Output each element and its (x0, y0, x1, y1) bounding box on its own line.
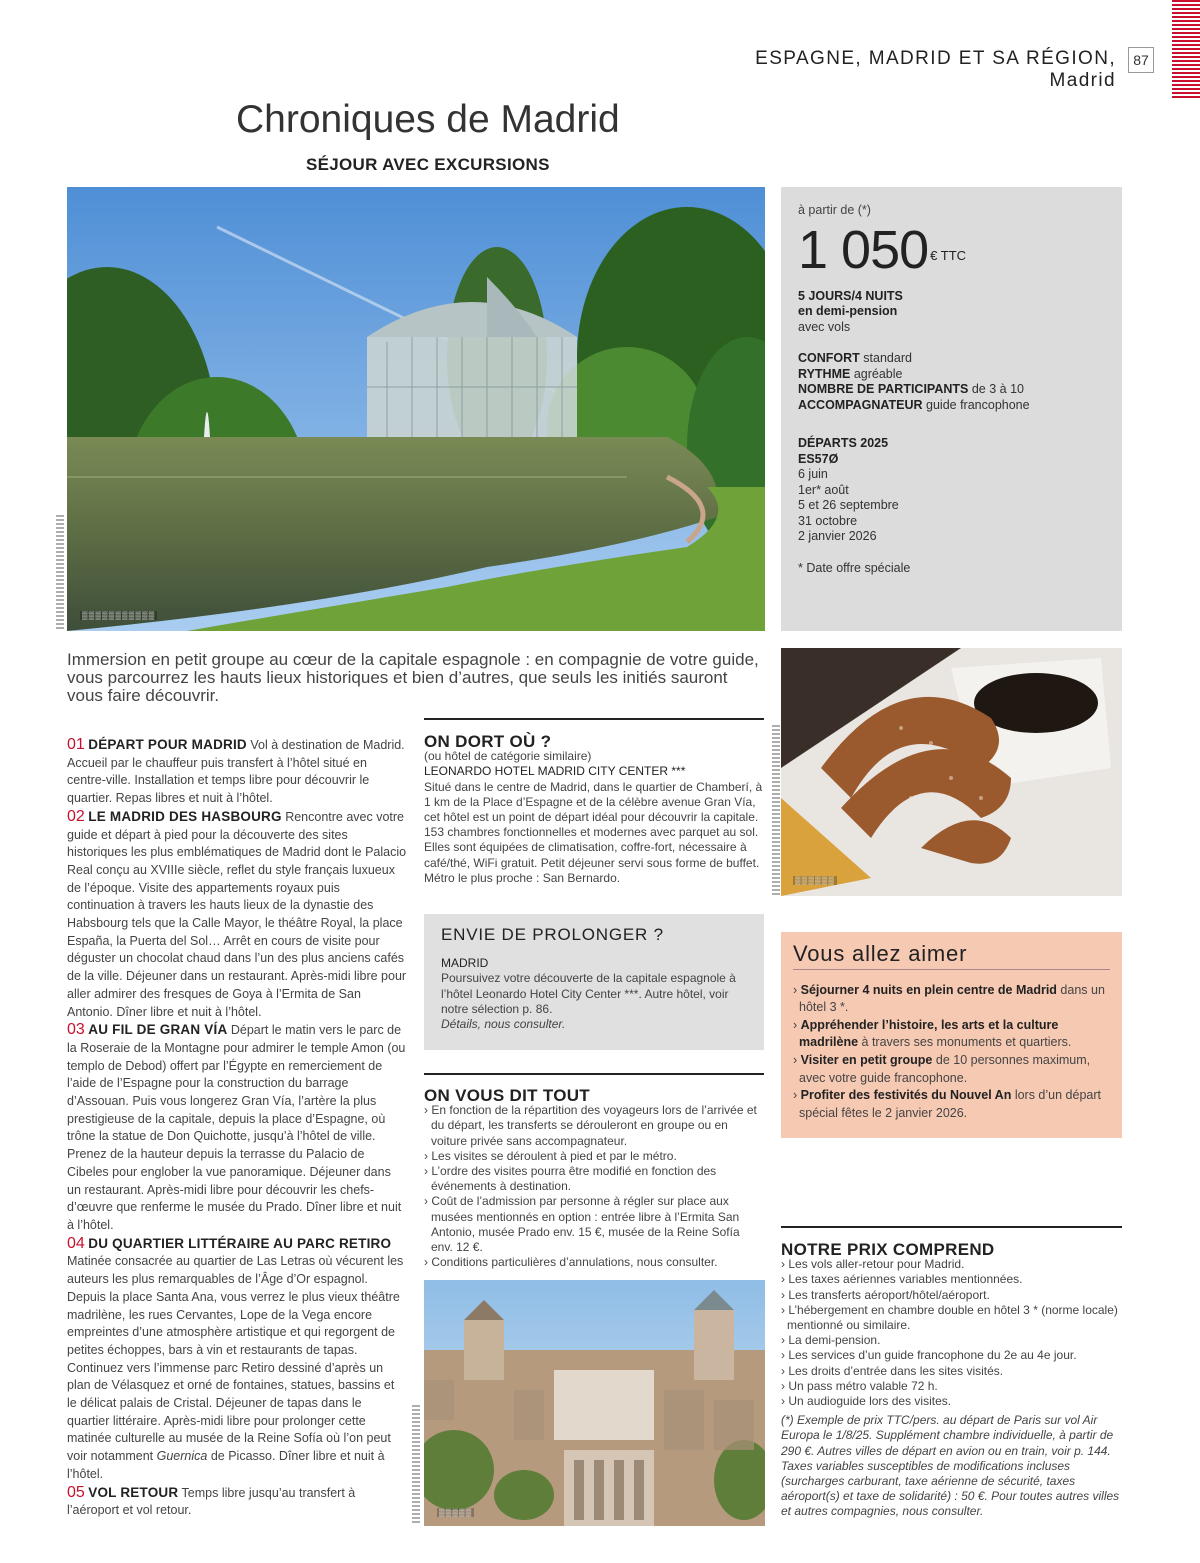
special-offer-note: * Date offre spéciale (798, 560, 911, 575)
spec-rythme: RYTHME agréable (798, 366, 903, 381)
price-panel (781, 187, 1122, 631)
info-item: › Les visites se déroulent à pied et par le métro. (424, 1148, 677, 1163)
price-from-label: à partir de (*) (798, 203, 871, 217)
price-includes-item: › L’hébergement en chambre double en hôtel 3 * (norme locale) mentionné ou similaire. (781, 1302, 1118, 1333)
price-includes-title: NOTRE PRIX COMPREND (781, 1240, 995, 1259)
itinerary-day: 05 VOL RETOUR Temps libre jusqu’au transfert à l’aéroport et vol retour. (67, 1483, 356, 1518)
price-includes-item: › Les droits d’entrée dans les sites visités. (781, 1363, 1004, 1378)
price-includes-section (781, 1232, 1122, 1520)
departure-date: 1er* août (798, 482, 849, 497)
section-header-title: ESPAGNE, MADRID ET SA RÉGION, Madrid (755, 48, 1116, 91)
departures-title: DÉPARTS 2025 (798, 436, 889, 450)
itinerary (67, 736, 407, 1520)
photo-credit (772, 725, 780, 895)
info-item: › L’ordre des visites pourra être modifié en fonction des événements à destination. (424, 1164, 717, 1194)
highlights-box (781, 932, 1122, 1138)
extend-stay-text: Poursuivez votre découverte de la capitale espagnole à l’hôtel Leonardo Hotel City Center ***. Autre hôtel, voir notre sélection p. 86. (441, 971, 736, 1016)
crystal-palace-photo (67, 187, 765, 631)
info-item: › En fonction de la répartition des voyageurs lors de l’arrivée et du départ, les transferts se dérouleront en groupe ou en voiture privée sans accompagnateur. (424, 1103, 757, 1148)
trip-code: ES57Ø (798, 451, 839, 466)
departure-date: 5 et 26 septembre (798, 498, 899, 512)
photo-credit: ▒▒▒▒▒▒ (795, 876, 836, 885)
price-value (798, 221, 1105, 279)
trip-board: en demi-pension (798, 304, 898, 318)
trip-duration: 5 JOURS/4 NUITS (798, 288, 903, 303)
departure-date: 2 janvier 2026 (798, 529, 877, 543)
photo-credit (56, 515, 64, 630)
page-title: Chroniques de Madrid (236, 98, 620, 141)
hotel-section (424, 734, 764, 886)
price-includes-item: › Un audioguide lors des visites. (781, 1394, 952, 1409)
section-divider (781, 1226, 1122, 1228)
info-section-title: ON VOUS DIT TOUT (424, 1086, 590, 1105)
spec-confort: CONFORT standard (798, 351, 912, 365)
extend-stay-box (424, 914, 764, 1050)
hotel-description: Situé dans le centre de Madrid, dans le quartier de Chamberí, à 1 km de la Place d’Espagne et de la célèbre avenue Gran Vía, cet hôtel est un point de départ idéal pour découvrir la capitale. 153 chambres fonctionnelles et modernes avec parquet au sol. Elles sont équipées de climatisation, coffre-fort, nécessaire à café/thé, WiFi gratuit. Petit déjeuner servi sous forme de buffet. Métro le plus proche : San Bernardo. (424, 779, 763, 885)
intro-text: Immersion en petit groupe au cœur de la capitale espagnole : en compagnie de votre guide, vous parcourrez les hauts lieux historiques et bien d’autres, que seuls les initiés sauront vous faire découvrir. (67, 650, 759, 705)
price-includes-item: › Un pass métro valable 72 h. (781, 1378, 938, 1393)
departure-date: 6 juin (798, 467, 828, 481)
highlight-item: › Séjourner 4 nuits en plein centre de Madrid dans un hôtel 3 *. (793, 982, 1105, 1015)
itinerary-day: 03 AU FIL DE GRAN VÍA Départ le matin vers le parc de la Roseraie de la Montagne pour admirer le temple Amon (ou templo de Debod) offert par l’Égypte en remerciement de l’aide de l’Espagne pour la construction du barrage d’Assouan. Puis vous longerez Gran Vía, l’artère la plus prestigieuse de la capitale, depuis la place d’Espagne, où trône la statue de Don Quichotte, jusqu’à l’hôtel de ville. Prenez de la hauteur depuis la terrasse du Palacio de Cibeles pour englober la vue panoramique. Déjeuner dans un restaurant. Après-midi libre pour découvrir les chefs-d’œuvre que renferme le musée du Prado. Dîner libre et nuit à l’hôtel. (67, 1021, 406, 1232)
departure-date: 31 octobre (798, 513, 858, 528)
page-number: 87 (1128, 47, 1154, 73)
price-includes-item: › La demi-pension. (781, 1333, 881, 1348)
churros-photo (781, 648, 1122, 896)
madrid-skyline-photo (424, 1280, 765, 1526)
extend-stay-title: ENVIE DE PROLONGER ? (441, 925, 664, 944)
section-divider (424, 718, 764, 720)
price-includes-item: › Les transferts aéroport/hôtel/aéroport. (781, 1287, 990, 1302)
spec-participants: NOMBRE DE PARTICIPANTS de 3 à 10 (798, 382, 1024, 396)
highlight-item: › Visiter en petit groupe de 10 personnes maximum, avec votre guide francophone. (793, 1052, 1091, 1085)
trip-flights: avec vols (798, 319, 851, 334)
decorative-stripes (1172, 0, 1200, 100)
itinerary-day: 02 LE MADRID DES HASBOURG Rencontre avec votre guide et départ à pied pour la découverte des sites historiques les plus emblématiques de Madrid dont le Palacio Real conçu au XVIIIe siècle, reflet du style français luxueux de l’époque. Visite des appartements royaux puis continuation à travers les hauts lieux de la dynastie des Habsbourg tels que la Calle Mayor, le théâtre Royal, la place España, la Puerta del Sol… Arrêt en cours de visite pour déguster un chocolat chaud dans l’un des plus anciens cafés de la ville. Déjeuner dans un restaurant. Après-midi libre pour aller admirer des fresques de Goya à l’Ermita de San Antonio. Dîner libre et nuit à l’hôtel. (67, 807, 407, 1019)
info-item: › Conditions particulières d’annulations, nous consulter. (424, 1255, 718, 1270)
highlight-item: › Appréhender l’histoire, les arts et la culture madrilène à travers ses monuments et quartiers. (793, 1017, 1072, 1050)
itinerary-day: 04 DU QUARTIER LITTÉRAIRE AU PARC RETIRO Matinée consacrée au quartier de Las Letras où vécurent les auteurs les plus remarquables de l’Âge d’Or espagnol. Depuis la place Santa Ana, vous verrez le plus vieux théâtre madrilène, les rues Cervantes, Lope de la Vega encore empreintes d’une atmosphère artistique et qui regorgent de petites échoppes, bars à vin et restaurants de tapas. Continuez vers l’immense parc Retiro dessiné d’après un plan de Vélasquez et orné de fontaines, statues, bassins et le délicat palais de Cristal. Déjeuner de tapas dans le quartier littéraire. Après-midi libre pour prolonger cette matinée culturelle au musée de la Reine Sofía où l’on peut voir notamment Guernica de Picasso. Dîner libre et nuit à l’hôtel. (67, 1234, 404, 1481)
page-subtitle: SÉJOUR AVEC EXCURSIONS (306, 155, 550, 174)
photo-credit: ▒▒▒▒▒▒▒▒▒▒▒ (82, 611, 156, 620)
photo-credit: ▒▒▒▒▒ (439, 1508, 473, 1517)
hotel-category-note: (ou hôtel de catégorie similaire) (424, 749, 592, 764)
price-includes-item: › Les taxes aériennes variables mentionnées. (781, 1272, 1023, 1287)
highlights-title: Vous allez aimer (793, 945, 1110, 970)
extend-stay-details: Détails, nous consulter. (441, 1017, 566, 1032)
photo-credit (412, 1405, 420, 1525)
extend-stay-place: MADRID (441, 956, 489, 971)
info-item: › Coût de l’admission par personne à régler sur place aux musées mentionnés en option : entrée libre à l’Ermita San Antonio, musée Prado env. 15 €, musée de la Reine Sofía env. 12 €. (424, 1194, 740, 1255)
section-divider (424, 1073, 764, 1075)
spec-accompagnateur: ACCOMPAGNATEUR guide francophone (798, 397, 1030, 412)
price-currency: € TTC (930, 247, 967, 263)
price-amount: 1 050 (798, 219, 929, 280)
hotel-name: LEONARDO HOTEL MADRID CITY CENTER *** (424, 764, 686, 779)
highlight-item: › Profiter des festivités du Nouvel An lors d’un départ spécial fêtes le 2 janvier 2026. (793, 1088, 1101, 1120)
price-includes-item: › Les services d’un guide francophone du 2e au 4e jour. (781, 1348, 1077, 1363)
price-footnote: (*) Exemple de prix TTC/pers. au départ de Paris sur vol Air Europa le 1/8/25. Supplément chambre individuelle, à partir de 290 €. Autres villes de départ en avion ou en train, voir p. 144. Taxes variables susceptibles de modifications incluses (surcharges carburant, taxe aérienne de sécurité, taxes aéroport(s) et taxe de solidarité) : 50 €. Pour toutes autres villes et autres compagnies, nous consulter. (781, 1413, 1120, 1519)
hotel-section-title: ON DORT OÙ ? (424, 732, 552, 751)
price-includes-item: › Les vols aller-retour pour Madrid. (781, 1257, 965, 1272)
info-section (424, 1088, 764, 1270)
itinerary-day: 01 DÉPART POUR MADRID Vol à destination de Madrid. Accueil par le chauffeur puis transfert à l’hôtel situé en centre-ville. Installation et temps libre pour découvrir le quartier. Repas libres et nuit à l’hôtel. (67, 736, 405, 806)
